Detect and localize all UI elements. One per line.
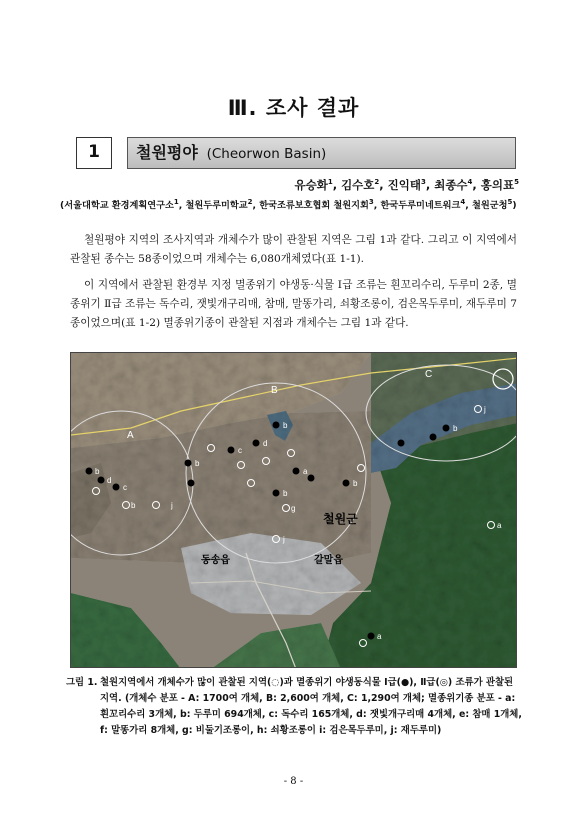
map-area-label: A [127,430,134,441]
author: 최종수$^4$ [434,178,473,192]
author: 김수호$^2$ [341,178,380,192]
svg-text:d: d [263,439,268,448]
svg-text:b: b [195,459,200,468]
body-paragraph: 이 지역에서 관찰된 환경부 지정 멸종위기 야생동·식물 Ⅰ급 조류는 흰꼬리수리, 두루미 2종, 멸종위기 Ⅱ급 조류는 독수리, 잿빛개구리매, 참매, 말똥가리, 쇠황조롱이, 검은목두루미, 재두루미 7종이었으며(표 1-2) 멸종위기종이 관찰된 지점과 개체수는 그림 1과 같다. [70,279,517,329]
map-place-label: 철원군 [323,512,358,526]
author: 진익태$^3$ [387,178,426,192]
section-title-english: (Cheorwon Basin) [206,146,327,162]
affiliation: 철원두루미학교$^2$ [185,197,253,211]
author-list: 유승화$^1$, 김수호$^2$, 진익태$^3$, 최종수$^4$, 홍의표$^5$ [294,178,519,192]
svg-text:c: c [123,483,127,492]
svg-text:j: j [484,405,486,414]
svg-text:b: b [353,479,358,488]
affiliation-list: (서울대학교 환경계획연구소$^1$, 철원두루미학교$^2$, 한국조류보호협회 철원지회$^3$, 한국두루미네트워크$^4$, 철원군청$^5$) [60,197,517,211]
section-number: 1 [76,137,112,169]
svg-text:c: c [238,446,242,455]
svg-text:b: b [283,421,288,430]
section-header [76,137,516,169]
svg-text:b: b [283,489,288,498]
figure-caption-text: 철원지역에서 개체수가 많이 관찰된 지역(◌)과 멸종위기 야생동식물 Ⅰ급(●), Ⅱ급(◎) 조류가 관찰된 지역. (개체수 분포 - A: 1700여 개체, B: 2,600여 개체, C: 1,290여 개체; 멸종위기종 분포 - a: 흰꼬리수리 3개체, b: 두루미 694개체, c: 독수리 165개체, d: 잿빛개구리매 4개체, e: 참매 1개체, f: 말똥가리 8개체, g: 비둘기조롱이, h: 쇠황조롱이 i: 검은목두루미, j: 재두루미) [100,677,522,736]
map-place-label: 동송읍 [201,555,230,566]
svg-text:j: j [283,535,285,544]
svg-text:d: d [107,476,112,485]
affiliation: 한국두루미네트워크$^4$ [380,197,466,211]
figure-caption-label: 그림 1. [66,677,98,688]
affiliation: 서울대학교 환경계획연구소$^1$ [64,197,179,211]
svg-text:a: a [497,521,502,530]
svg-text:a: a [303,467,308,476]
affiliation: 철원군청$^5$ [471,197,513,211]
svg-text:b: b [453,424,458,433]
survey-map-image [70,352,517,668]
svg-text:g: g [291,504,296,513]
body-paragraph: 철원평야 지역의 조사지역과 개체수가 많이 관찰된 지역은 그림 1과 같다. 그리고 이 지역에서 관찰된 종수는 58종이었으며 개체수는 6,080개체였다(표 1-1). [70,234,517,265]
map-area-label: C [425,369,433,380]
figure-caption [66,675,522,739]
svg-text:j: j [171,501,173,510]
section-title-korean: 철원평야 [136,143,198,162]
page-number: - 8 - [283,776,304,787]
svg-text:a: a [377,632,382,641]
map-area-label: B [271,385,278,396]
chapter-title: Ⅲ. 조사 결과 [227,96,360,120]
affiliation: 한국조류보호협회 철원지회$^3$ [259,197,374,211]
section-title [127,137,516,169]
author: 유승화$^1$ [294,178,333,192]
author: 홍의표$^5$ [480,178,519,192]
svg-text:b: b [95,467,100,476]
svg-text:b: b [131,501,136,510]
map-place-label: 갈말읍 [314,555,343,566]
